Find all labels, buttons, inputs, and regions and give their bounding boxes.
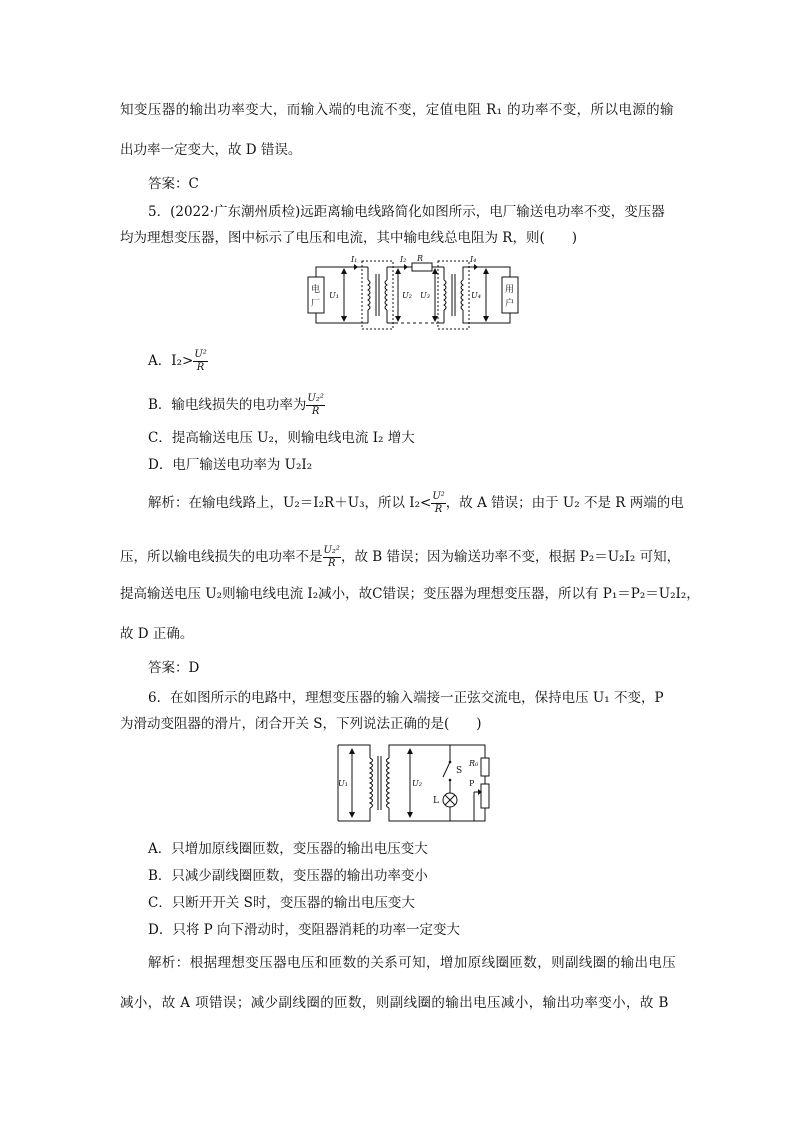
fraction-numerator: U₂² [323, 545, 340, 556]
option-6b: B．只减少副线圈匝数，变压器的输出功率变小 [148, 868, 428, 884]
explanation-6-line-2: 减小，故 A 项错误；减少副线圈的匝数，则副线圈的输出电压减小，输出功率变小，故 B [120, 995, 669, 1011]
option-5a-text: A．I₂> [148, 353, 194, 369]
explanation-5-line-1 [148, 491, 684, 516]
option-5b-fraction [306, 393, 324, 418]
explanation-5-line-3: 提高输送电压 U₂则输电线电流 I₂减小，故C错误；变压器为理想变压器，所以有 P₁＝P₂＝U₂I₂， [120, 586, 700, 602]
fraction-denominator: R [327, 558, 336, 569]
label-plant-2: 厂 [311, 299, 321, 309]
question-6-line-2: 为滑动变阻器的滑片，闭合开关 S，下列说法正确的是( ) [120, 716, 482, 732]
explanation-5-line-2-text: 压，所以输电线损失的电功率不是 [120, 549, 323, 565]
option-5d: D．电厂输送电功率为 U₂I₂ [148, 457, 313, 473]
label-u2: U₂ [402, 291, 412, 300]
fraction-numerator: U² [194, 349, 207, 360]
explanation-5-line-1-tail: ，故 A 错误；由于 U₂ 不是 R 两端的电 [445, 495, 684, 511]
explanation-6-line-1: 解析：根据理想变压器电压和匝数的关系可知，增加原线圈匝数，则副线圈的输出电压 [148, 955, 677, 971]
explanation-5-line-2-tail: ，故 B 错误；因为输送功率不变，根据 P₂＝U₂I₂ 可知， [340, 549, 681, 565]
label-u1: U₁ [338, 779, 348, 788]
label-i4: I₄ [470, 255, 477, 264]
fraction-denominator: R [196, 362, 205, 373]
text-line-1: 知变压器的输出功率变大，而输入端的电流不变，定值电阻 R₁ 的功率不变，所以电源的输 [120, 102, 674, 118]
answer-d: 答案：D [148, 660, 200, 676]
fraction-denominator: R [434, 504, 443, 515]
label-p: P [469, 779, 475, 788]
option-6a: A．只增加原线圈匝数，变压器的输出电压变大 [148, 841, 428, 857]
fraction-denominator: R [311, 406, 320, 417]
text-line-2: 出功率一定变大，故 D 错误。 [120, 142, 302, 158]
option-5c: C．提高输送电压 U₂，则输电线电流 I₂ 增大 [148, 430, 415, 446]
explanation-5-line-4: 故 D 正确。 [120, 626, 194, 642]
option-5a [148, 349, 208, 374]
fraction-numerator: U² [432, 491, 445, 502]
label-r0: R₀ [469, 759, 479, 768]
explanation-5-fraction-2 [323, 545, 341, 570]
option-6d: D．只将 P 向下滑动时，变阻器消耗的功率一定变大 [148, 922, 460, 938]
rheostat [481, 784, 489, 808]
question-5-line-1: 5．(2022·广东潮州质检)远距离输电线路简化如图所示，电厂输送电功率不变，变压器 [148, 204, 665, 220]
answer-c: 答案：C [148, 176, 199, 192]
label-l: L [433, 796, 439, 806]
explanation-5-line-2 [120, 545, 680, 570]
transmission-circuit-diagram [300, 254, 532, 332]
label-s: S [456, 766, 463, 776]
explanation-5-line-1-text: 解析：在输电线路上，U₂＝I₂R＋U₃，所以 I₂< [148, 495, 432, 511]
fraction-numerator: U₂² [307, 393, 324, 404]
option-5b-text: B．输电线损失的电功率为 [148, 397, 307, 413]
label-i2: I₂ [400, 255, 407, 264]
option-5a-fraction [193, 349, 207, 374]
option-5b [148, 393, 325, 418]
question-6-line-1: 6．在如图所示的电路中，理想变压器的输入端接一正弦交流电，保持电压 U₁ 不变，P [148, 690, 664, 706]
label-user-1: 用 [505, 285, 515, 295]
transformer-circuit-diagram [330, 740, 496, 826]
option-6c: C．只断开开关 S时，变压器的输出电压变大 [148, 895, 415, 911]
label-u1: U₁ [329, 291, 339, 300]
label-u2: U₂ [412, 779, 422, 788]
label-i1: I₁ [351, 255, 358, 264]
explanation-5-fraction-1 [431, 491, 445, 516]
r0-resistor [481, 758, 489, 776]
label-plant-1: 电 [311, 285, 321, 295]
label-u4: U₄ [471, 291, 481, 300]
label-u3: U₃ [420, 291, 430, 300]
label-user-2: 户 [505, 299, 515, 309]
question-5-line-2: 均为理想变压器，图中标示了电压和电流，其中输电线总电阻为 R，则( ) [120, 230, 577, 246]
line-resistor [412, 263, 432, 271]
label-r: R [417, 254, 424, 263]
